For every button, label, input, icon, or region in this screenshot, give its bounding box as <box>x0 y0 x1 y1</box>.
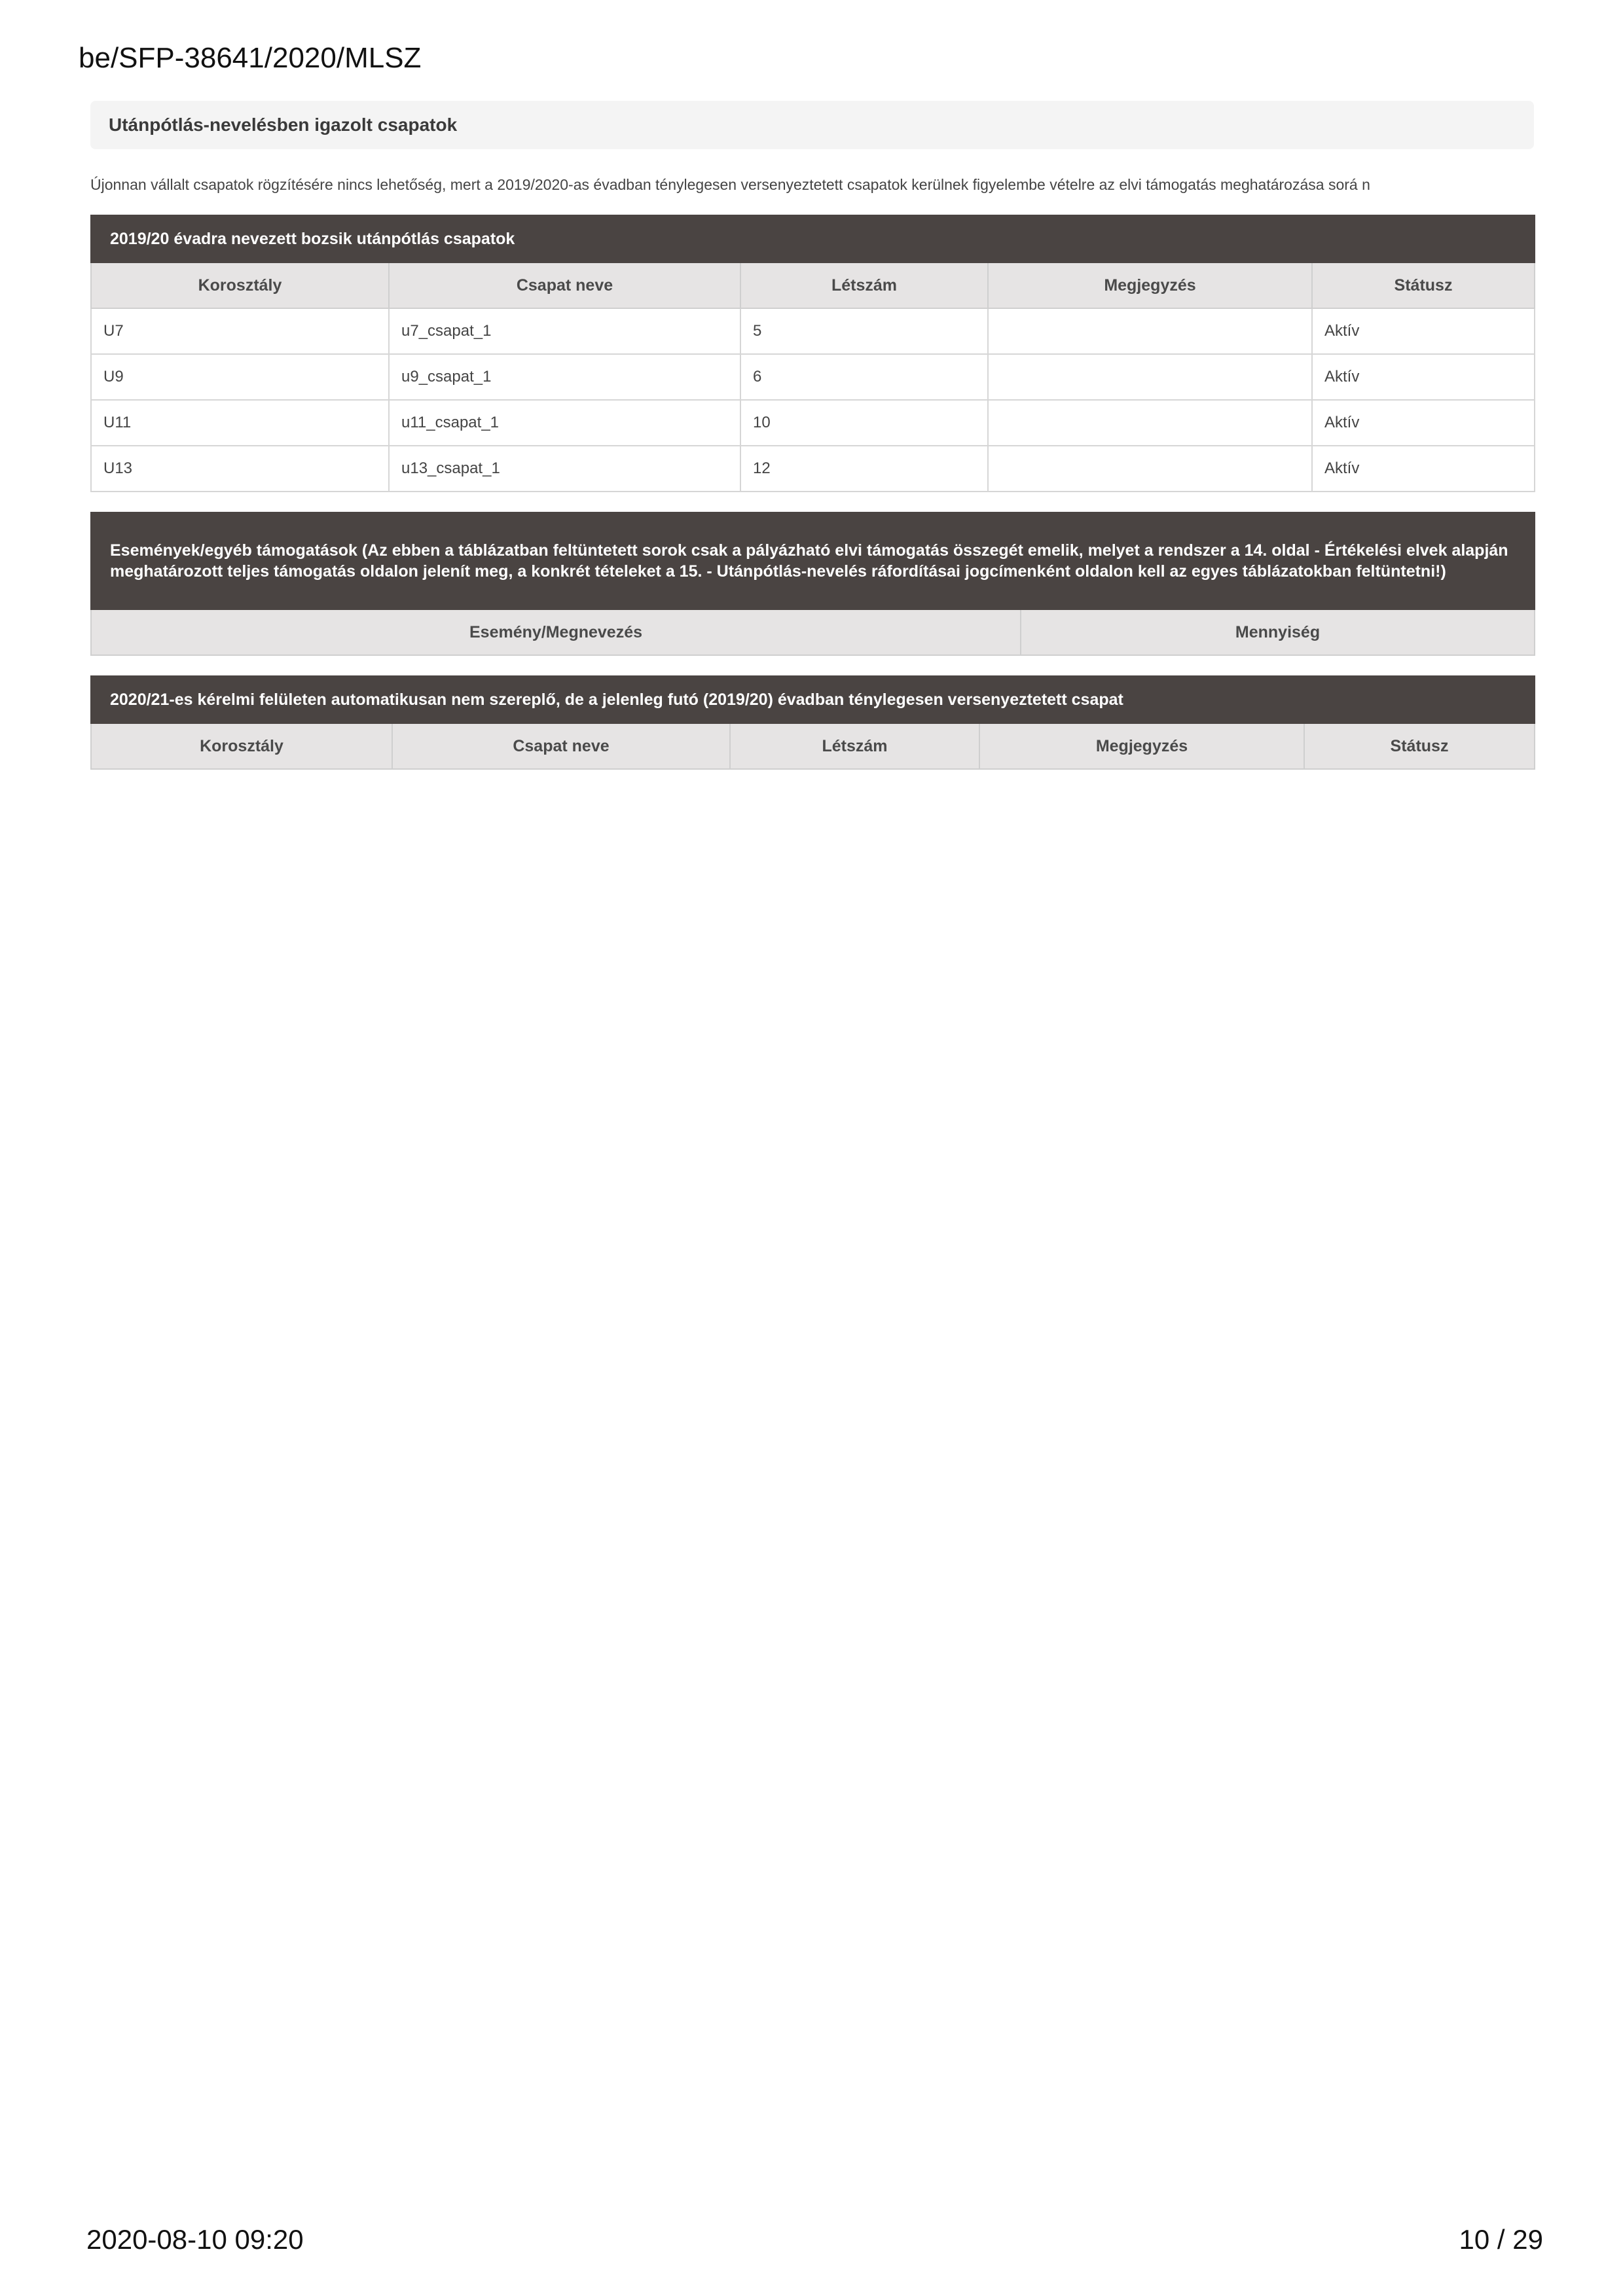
table-row <box>91 308 1535 354</box>
column-header: Korosztály <box>91 262 389 308</box>
section-title: Utánpótlás-nevelésben igazolt csapatok <box>90 101 1534 149</box>
column-header: Létszám <box>740 262 988 308</box>
cell-note <box>988 400 1312 446</box>
cell-age-group: U7 <box>91 308 389 354</box>
table-caption: 2019/20 évadra nevezett bozsik utánpótlás csapatok <box>91 215 1535 262</box>
cell-team-name: u9_csapat_1 <box>389 354 740 400</box>
table-caption: 2020/21-es kérelmi felületen automatikusan nem szereplő, de a jelenleg futó (2019/20) évadban ténylegesen versenyeztetett csapat <box>91 676 1535 723</box>
cell-team-name: u7_csapat_1 <box>389 308 740 354</box>
cell-headcount: 5 <box>740 308 988 354</box>
column-header: Létszám <box>730 723 979 769</box>
cell-age-group: U13 <box>91 446 389 492</box>
column-header: Státusz <box>1312 262 1535 308</box>
cell-team-name: u13_csapat_1 <box>389 446 740 492</box>
table-row <box>91 354 1535 400</box>
cell-status: Aktív <box>1312 400 1535 446</box>
column-header: Megjegyzés <box>988 262 1312 308</box>
main-content <box>90 101 1534 770</box>
cell-age-group: U9 <box>91 354 389 400</box>
bozsik-teams-table <box>90 215 1535 492</box>
column-header: Csapat neve <box>392 723 730 769</box>
extra-teams-table <box>90 675 1535 770</box>
cell-team-name: u11_csapat_1 <box>389 400 740 446</box>
intro-text: Újonnan vállalt csapatok rögzítésére nincs lehetőség, mert a 2019/2020-as évadban ténylegesen versenyeztetett csapatok kerülnek figyelembe vételre az elvi támogatás meghatározása sorá n <box>90 176 1370 193</box>
page-number: 10 / 29 <box>1459 2224 1543 2255</box>
column-header: Megjegyzés <box>979 723 1304 769</box>
column-header: Csapat neve <box>389 262 740 308</box>
cell-status: Aktív <box>1312 354 1535 400</box>
column-header: Esemény/Megnevezés <box>91 609 1021 655</box>
cell-age-group: U11 <box>91 400 389 446</box>
cell-note <box>988 354 1312 400</box>
events-support-table <box>90 512 1535 656</box>
cell-headcount: 10 <box>740 400 988 446</box>
table-row <box>91 446 1535 492</box>
cell-note <box>988 308 1312 354</box>
table-row <box>91 400 1535 446</box>
cell-status: Aktív <box>1312 446 1535 492</box>
column-header: Korosztály <box>91 723 392 769</box>
column-header: Mennyiség <box>1021 609 1535 655</box>
document-id: be/SFP-38641/2020/MLSZ <box>79 42 422 74</box>
column-header: Státusz <box>1304 723 1535 769</box>
table-caption: Események/egyéb támogatások (Az ebben a táblázatban feltüntetett sorok csak a pályázható elvi támogatás összegét emelik, melyet a rendszer a 14. oldal - Értékelési elvek alapján meghatározott teljes támogatás oldalon jelenít meg, a konkrét tételeket a 15. - Utánpótlás-nevelés ráfordításai jogcímenként oldalon kell az egyes táblázatokban feltüntetni!) <box>91 512 1535 609</box>
cell-headcount: 6 <box>740 354 988 400</box>
cell-status: Aktív <box>1312 308 1535 354</box>
cell-note <box>988 446 1312 492</box>
footer-timestamp: 2020-08-10 09:20 <box>86 2224 304 2255</box>
cell-headcount: 12 <box>740 446 988 492</box>
